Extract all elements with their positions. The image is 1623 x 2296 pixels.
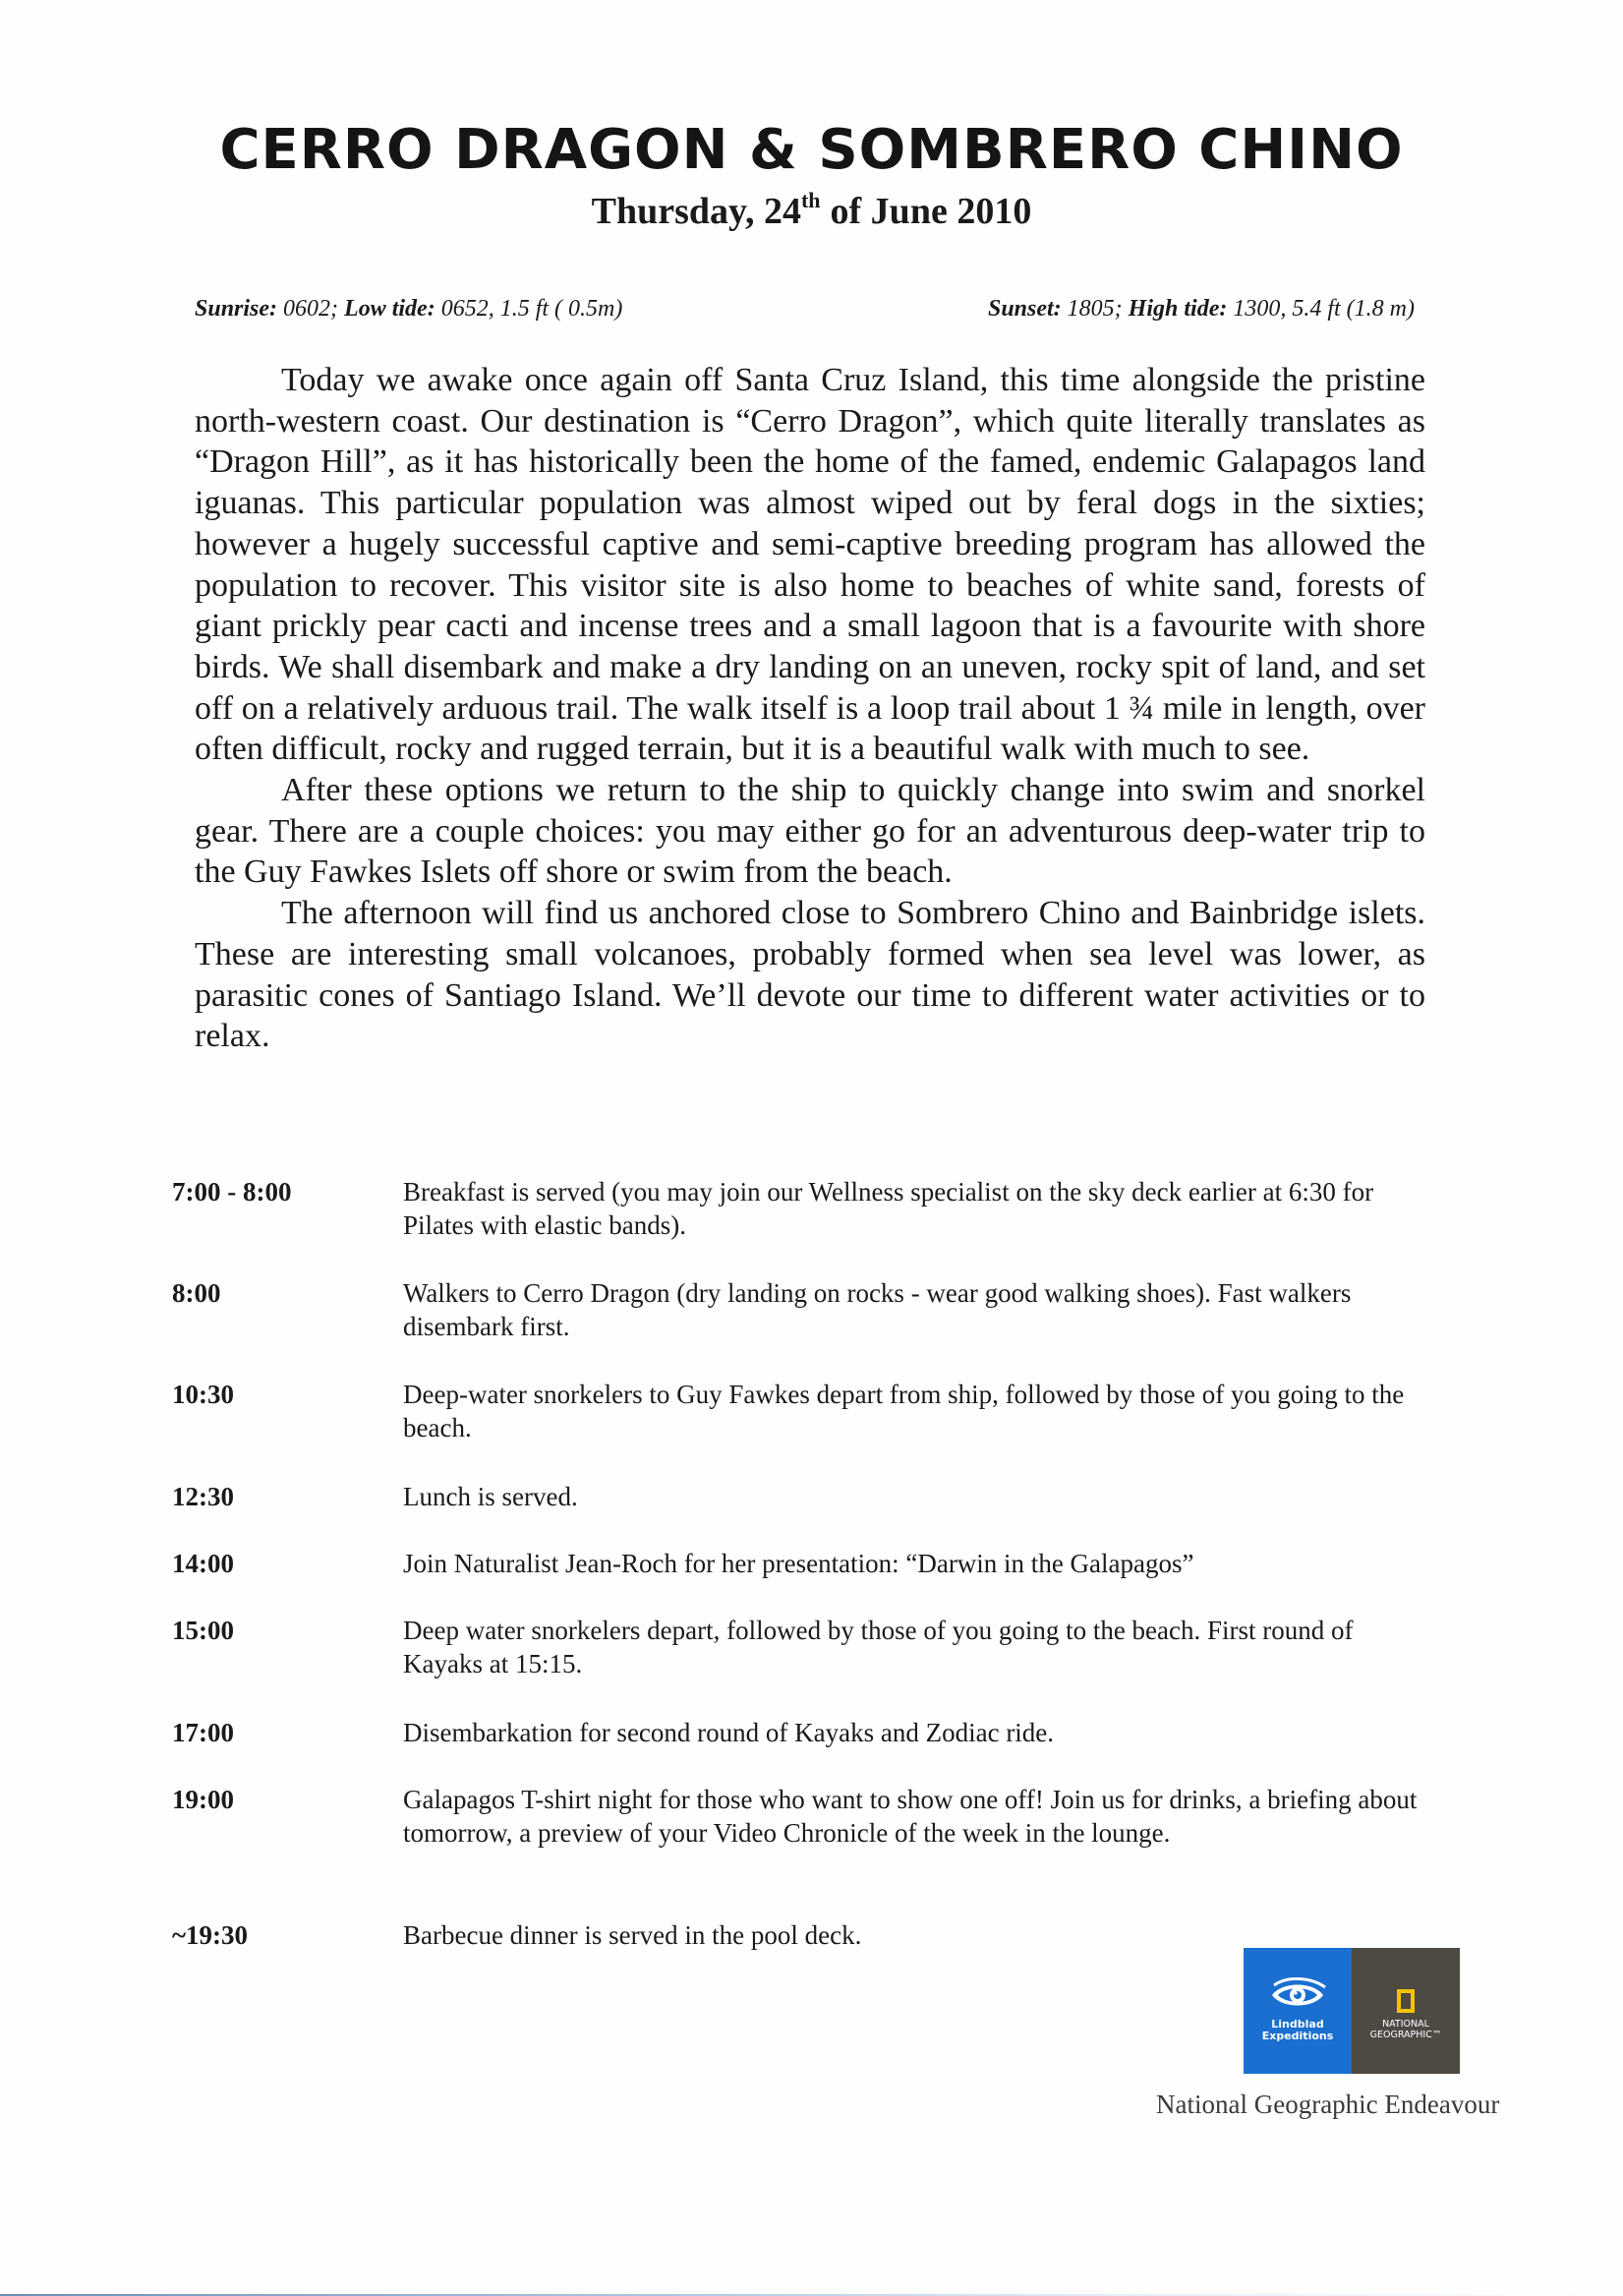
schedule-time: 14:00 [172, 1549, 234, 1578]
yellow-frame-icon [1397, 1989, 1415, 2013]
schedule-time: ~19:30 [172, 1920, 249, 1950]
schedule-time: 10:30 [172, 1380, 234, 1409]
eye-icon [1268, 1977, 1327, 2013]
sunset-value: 1805; [1067, 296, 1123, 322]
schedule-description: Lunch is served. [403, 1482, 578, 1511]
sponsor-logo [1244, 1948, 1460, 2074]
daily-schedule [172, 1175, 1440, 1958]
schedule-row [172, 1480, 1440, 1547]
high-tide-label: High tide: [1128, 296, 1228, 322]
date-ordinal: th [800, 188, 821, 212]
schedule-description: Deep water snorkelers depart, followed by those of you going to the beach. First round of Kayaks at 15:15. [403, 1616, 1354, 1678]
schedule-time: 15:00 [172, 1616, 234, 1645]
sunrise-label: Sunrise: [195, 296, 278, 322]
schedule-row [172, 1547, 1440, 1614]
lindblad-logo [1244, 1948, 1352, 2074]
schedule-time: 8:00 [172, 1278, 221, 1308]
low-tide-value: 0652, 1.5 ft ( 0.5m) [440, 296, 623, 322]
schedule-time: 17:00 [172, 1718, 234, 1747]
schedule-description: Barbecue dinner is served in the pool deck. [403, 1920, 862, 1950]
date-suffix: of June 2010 [830, 191, 1032, 232]
schedule-row [172, 1378, 1440, 1480]
national-geographic-logo [1352, 1948, 1460, 2074]
paragraph-afternoon: The afternoon will find us anchored close to Sombrero Chino and Bainbridge islets. These are interesting small volcanoes, probably formed when sea level was lower, as parasitic cones of Santiago Island. We’ll devote our time to different water activities or to relax. [195, 895, 1425, 1055]
schedule-description: Deep-water snorkelers to Guy Fawkes depart from ship, followed by those of you going to the beach. [403, 1380, 1405, 1442]
schedule-description: Galapagos T-shirt night for those who want to show one off! Join us for drinks, a briefing about tomorrow, a preview of your Video Chronicle of the week in the lounge. [403, 1785, 1418, 1848]
day-description [195, 360, 1425, 1057]
paragraph-snorkel: After these options we return to the ship to quickly change into swim and snorkel gear. There are a couple choices: you may either go for an adventurous deep-water trip to the Guy Fawkes Islets off shore or swim from the beach. [195, 772, 1425, 891]
natgeo-line2: GEOGRAPHIC™ [1369, 2030, 1442, 2040]
schedule-row [172, 1175, 1440, 1276]
page-date [0, 189, 1623, 234]
high-tide-value: 1300, 5.4 ft (1.8 m) [1233, 296, 1415, 322]
schedule-description: Walkers to Cerro Dragon (dry landing on rocks - wear good walking shoes). Fast walkers disembark first. [403, 1278, 1352, 1341]
schedule-description: Breakfast is served (you may join our Wellness specialist on the sky deck earlier at 6:30 for Pilates with elastic bands). [403, 1177, 1374, 1240]
schedule-description: Disembarkation for second round of Kayaks and Zodiac ride. [403, 1718, 1055, 1747]
paragraph-morning: Today we awake once again off Santa Cruz Island, this time alongside the pristine north-western coast. Our destination is “Cerro Dragon”, which quite literally translates as “Dragon Hill”, as it has historically been the home of the famed, endemic Galapagos land iguanas. This particular population was almost wiped out by feral dogs in the sixties; however a hugely successful captive and semi-captive breeding program has allowed the population to recover. This visitor site is also home to beaches of white sand, forests of giant prickly pear cacti and incense trees and a small lagoon that is a favourite with shore birds. We shall disembark and make a dry landing on an uneven, rocky spit of land, and set off on a relatively arduous trail. The walk itself is a loop trail about 1 ¾ mile in length, over often difficult, rocky and rugged terrain, but it is a beautiful walk with much to see. [195, 362, 1425, 768]
sunrise-value: 0602; [283, 296, 339, 322]
sunrise-low-tide [195, 293, 622, 324]
lindblad-line1: Lindblad [1271, 2018, 1324, 2031]
date-prefix: Thursday, 24 [591, 191, 801, 232]
ship-name: National Geographic Endeavour [1156, 2090, 1500, 2119]
sunset-label: Sunset: [987, 296, 1062, 322]
schedule-row [172, 1276, 1440, 1378]
schedule-description: Join Naturalist Jean-Roch for her presentation: “Darwin in the Galapagos” [403, 1549, 1194, 1578]
schedule-time: 7:00 - 8:00 [172, 1177, 292, 1207]
schedule-row [172, 1614, 1440, 1716]
schedule-row [172, 1783, 1440, 1918]
lindblad-line2: Expeditions [1261, 2030, 1334, 2042]
lindblad-wordmark [1262, 2019, 1334, 2042]
natgeo-wordmark [1370, 2019, 1442, 2040]
natgeo-line1: NATIONAL [1382, 2019, 1429, 2030]
page-title: CERRO DRAGON & SOMBRERO CHINO [219, 118, 1404, 182]
schedule-row [172, 1716, 1440, 1783]
schedule-time: 19:00 [172, 1785, 234, 1814]
schedule-time: 12:30 [172, 1482, 234, 1511]
sunset-high-tide [988, 293, 1415, 324]
low-tide-label: Low tide: [344, 296, 435, 322]
